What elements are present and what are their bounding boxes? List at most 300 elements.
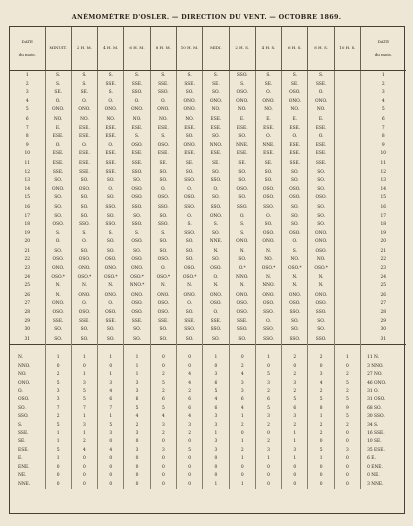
wind-direction-cell: O.: [203, 309, 229, 318]
wind-direction-cell: S.: [229, 221, 255, 230]
wind-direction-cell: E.: [282, 115, 308, 125]
wind-direction-cell: O.: [150, 98, 176, 107]
wind-direction-cell: OSO.: [150, 194, 176, 203]
hour-header: 10 H. M.: [176, 27, 202, 71]
direction-count: 0: [176, 345, 202, 363]
wind-direction-cell: SSO.: [176, 177, 202, 186]
table-row: [10, 169, 406, 178]
wind-direction-cell: S.: [124, 71, 150, 81]
wind-direction-cell: S.: [255, 71, 281, 81]
table-row: [10, 247, 406, 257]
direction-count: 0: [124, 464, 150, 472]
table-row: [10, 291, 406, 301]
day-number: 3: [361, 89, 406, 98]
direction-count: 2: [176, 430, 202, 438]
direction-count: 2: [334, 422, 360, 430]
wind-direction-cell: SO.: [229, 335, 255, 345]
direction-count: 0: [150, 455, 176, 463]
wind-direction-cell: OSO.: [229, 309, 255, 318]
wind-direction-cell: SO.: [308, 177, 334, 186]
wind-direction-cell: ONO.: [229, 291, 255, 301]
direction-label: N.: [10, 345, 45, 363]
wind-direction-cell: SSO.: [150, 221, 176, 230]
wind-direction-cell: [334, 282, 360, 291]
direction-count: 0: [203, 363, 229, 371]
wind-direction-cell: SO.: [308, 213, 334, 222]
direction-count: 0: [176, 464, 202, 472]
direction-count: 9: [334, 405, 360, 413]
direction-count: 0: [229, 430, 255, 438]
wind-direction-cell: SSE.: [308, 81, 334, 90]
wind-direction-cell: O.: [176, 186, 202, 195]
day-number: 30: [24, 327, 31, 333]
direction-count: 5: [45, 447, 71, 455]
direction-count: 0: [176, 363, 202, 371]
wind-direction-cell: SSE.: [45, 169, 71, 178]
wind-direction-cell: SO.: [308, 186, 334, 195]
hour-header: 4 H. S.: [255, 27, 281, 71]
wind-direction-cell: SSO.: [308, 335, 334, 345]
direction-count: 0: [45, 481, 71, 489]
wind-direction-cell: SSO.: [229, 326, 255, 335]
wind-direction-cell: [334, 177, 360, 186]
wind-direction-cell: OSO.: [282, 186, 308, 195]
wind-direction-cell: OSO.: [282, 194, 308, 203]
hour-header: 4 H. M.: [98, 27, 124, 71]
wind-direction-cell: SSE.: [124, 159, 150, 169]
wind-direction-cell: SSO.: [98, 203, 124, 213]
summary-row: [10, 405, 406, 413]
wind-direction-cell: SSE.: [98, 81, 124, 90]
wind-direction-cell: SO.: [176, 247, 202, 257]
wind-direction-cell: NNE.: [255, 142, 281, 151]
direction-count: 0: [282, 481, 308, 489]
direction-count: 2: [282, 388, 308, 396]
direction-count: 1: [308, 413, 334, 421]
wind-direction-cell: SO.: [229, 133, 255, 142]
direction-count: 1: [229, 413, 255, 421]
day-number: 1: [25, 73, 29, 78]
direction-count: 4: [124, 413, 150, 421]
summary-row: [10, 413, 406, 421]
wind-direction-cell: [334, 309, 360, 318]
wind-direction-cell: S.: [45, 230, 71, 239]
wind-direction-cell: ONO.: [150, 291, 176, 301]
direction-count: 0: [98, 438, 124, 446]
wind-direction-cell: SO.: [98, 194, 124, 203]
direction-total: 31 OSO.: [361, 396, 406, 404]
wind-direction-cell: SO.: [203, 194, 229, 203]
wind-direction-cell: OSO.: [71, 256, 97, 265]
day-number: 31: [361, 335, 406, 345]
table-row: [10, 89, 406, 98]
direction-count: 3: [124, 388, 150, 396]
wind-direction-cell: S.: [308, 71, 334, 81]
direction-total: 34 S.: [361, 422, 406, 430]
day-number: 6: [25, 116, 29, 122]
wind-direction-cell: OSO.*: [45, 274, 71, 283]
wind-direction-cell: S.: [282, 71, 308, 81]
direction-label: SSE.: [18, 431, 29, 437]
direction-total: 10 SE.: [361, 438, 406, 446]
wind-direction-cell: SO.: [45, 326, 71, 335]
direction-count: 3: [282, 413, 308, 421]
day-number: 4: [361, 98, 406, 107]
direction-count: 5: [150, 380, 176, 388]
direction-count: 0: [150, 438, 176, 446]
table-row: [10, 256, 406, 265]
wind-direction-cell: SO.: [176, 256, 202, 265]
wind-direction-cell: SSO.: [229, 203, 255, 213]
wind-direction-cell: ESE.: [282, 142, 308, 151]
wind-direction-cell: O.: [229, 213, 255, 222]
wind-direction-cell: SO.: [124, 326, 150, 335]
wind-direction-cell: O.: [71, 98, 97, 107]
table-row: [10, 98, 406, 107]
wind-direction-table: [10, 27, 406, 489]
direction-count: 0: [308, 464, 334, 472]
wind-direction-cell: S.: [176, 221, 202, 230]
wind-direction-cell: SO.: [308, 169, 334, 178]
wind-direction-cell: ONO.: [203, 213, 229, 222]
summary-row: [10, 396, 406, 404]
direction-count: 0: [71, 363, 97, 371]
direction-count: 0: [45, 363, 71, 371]
wind-direction-cell: ONO.: [282, 98, 308, 107]
table-header: [10, 27, 406, 71]
day-number: 8: [361, 133, 406, 142]
direction-count: 4: [98, 447, 124, 455]
wind-direction-cell: ESE.: [229, 125, 255, 134]
wind-direction-cell: SO.: [282, 203, 308, 213]
direction-count: 6: [176, 405, 202, 413]
wind-direction-cell: SO.: [308, 326, 334, 335]
day-number: 13: [361, 177, 406, 186]
wind-direction-cell: NNO.: [255, 282, 281, 291]
wind-direction-cell: E.: [308, 115, 334, 125]
direction-count: 6: [124, 396, 150, 404]
wind-direction-cell: NNE.: [203, 238, 229, 247]
wind-direction-cell: N.: [98, 282, 124, 291]
day-number: 14: [361, 186, 406, 195]
wind-direction-cell: SO.: [282, 213, 308, 222]
wind-direction-cell: [334, 335, 360, 345]
direction-count: 2: [308, 430, 334, 438]
summary-row: [10, 422, 406, 430]
wind-direction-cell: O.: [71, 238, 97, 247]
wind-direction-cell: SO.: [98, 247, 124, 257]
direction-count: 0: [98, 464, 124, 472]
wind-direction-cell: NO.: [282, 256, 308, 265]
wind-direction-cell: OSO.*: [255, 265, 281, 274]
direction-count: 0: [176, 472, 202, 480]
day-number: 5: [25, 107, 29, 113]
wind-direction-cell: O.: [255, 89, 281, 98]
direction-count: 2: [282, 422, 308, 430]
direction-count: 7: [98, 405, 124, 413]
wind-direction-cell: S.: [282, 247, 308, 257]
direction-total: 0 ENE.: [361, 464, 406, 472]
wind-direction-cell: OSO.: [150, 309, 176, 318]
wind-direction-cell: NO.: [255, 106, 281, 115]
direction-count: 0: [124, 481, 150, 489]
wind-direction-cell: O.: [45, 142, 71, 151]
direction-count: 1: [45, 345, 71, 363]
wind-direction-cell: SSO.: [282, 335, 308, 345]
wind-direction-cell: SO.: [203, 169, 229, 178]
direction-count: 0: [98, 363, 124, 371]
wind-direction-cell: [334, 213, 360, 222]
wind-direction-cell: [334, 203, 360, 213]
direction-count: 1: [203, 481, 229, 489]
direction-count: 0: [334, 438, 360, 446]
wind-direction-cell: S.: [124, 230, 150, 239]
wind-direction-cell: S.: [203, 221, 229, 230]
wind-direction-cell: OSO.: [124, 256, 150, 265]
direction-count: 1: [71, 371, 97, 379]
wind-direction-cell: O.: [176, 300, 202, 309]
wind-direction-cell: ONO.: [71, 291, 97, 301]
wind-direction-cell: ESE.: [229, 150, 255, 159]
direction-count: 3: [255, 447, 281, 455]
date-header-line2: du mois.: [18, 51, 36, 57]
wind-direction-cell: SO.: [98, 335, 124, 345]
wind-direction-cell: OSO.: [255, 194, 281, 203]
direction-count: 3: [334, 447, 360, 455]
wind-direction-cell: E.: [229, 115, 255, 125]
table-row: [10, 106, 406, 115]
direction-count: 0: [255, 363, 281, 371]
wind-direction-cell: ONO.: [308, 98, 334, 107]
wind-direction-cell: SO.: [229, 169, 255, 178]
wind-direction-cell: SE.: [282, 81, 308, 90]
direction-count: 0: [255, 430, 281, 438]
wind-direction-cell: ONO.: [176, 106, 202, 115]
wind-direction-cell: ESE.: [203, 150, 229, 159]
wind-direction-cell: OSO.: [282, 230, 308, 239]
wind-direction-cell: SSE.: [282, 159, 308, 169]
direction-total: 0 NE.: [361, 472, 406, 480]
wind-direction-cell: SSE.: [98, 169, 124, 178]
hour-header: 6 H. M.: [124, 27, 150, 71]
wind-direction-cell: ONO.: [98, 291, 124, 301]
direction-count: 2: [229, 447, 255, 455]
wind-direction-cell: OSO.: [282, 300, 308, 309]
wind-direction-cell: SO.: [308, 203, 334, 213]
wind-direction-cell: ESE.: [45, 150, 71, 159]
direction-count: 5: [334, 396, 360, 404]
wind-direction-cell: SO.: [308, 318, 334, 327]
wind-direction-cell: OSO.: [203, 265, 229, 274]
wind-direction-cell: ONO.: [282, 291, 308, 301]
direction-count: 5: [124, 405, 150, 413]
wind-direction-cell: S.: [229, 81, 255, 90]
wind-direction-cell: ESE.: [124, 125, 150, 134]
wind-direction-cell: SO.: [150, 335, 176, 345]
direction-count: 5: [71, 388, 97, 396]
wind-direction-cell: SSO.: [282, 309, 308, 318]
summary-row: [10, 371, 406, 379]
table-row: [10, 274, 406, 283]
wind-direction-cell: SO.: [176, 309, 202, 318]
wind-direction-cell: N.: [308, 274, 334, 283]
direction-count: 0: [98, 472, 124, 480]
wind-direction-cell: [334, 247, 360, 257]
wind-direction-cell: O.: [98, 186, 124, 195]
wind-direction-cell: NO.: [229, 106, 255, 115]
direction-count: 0: [71, 455, 97, 463]
direction-total: 11 N.: [361, 345, 406, 363]
wind-direction-cell: OSO.: [98, 309, 124, 318]
wind-direction-cell: SSO.: [203, 203, 229, 213]
hour-header: 2 H. M.: [71, 27, 97, 71]
direction-count: 2: [176, 388, 202, 396]
hour-header: 8 H. S.: [308, 27, 334, 71]
wind-direction-cell: ONO.: [203, 291, 229, 301]
wind-direction-cell: ESE.: [282, 150, 308, 159]
wind-direction-cell: ESE.: [98, 150, 124, 159]
wind-direction-cell: ONO.: [255, 98, 281, 107]
wind-direction-cell: N.: [203, 247, 229, 257]
table-row: [10, 213, 406, 222]
wind-direction-cell: SSO.: [150, 203, 176, 213]
day-number: 8: [25, 134, 29, 140]
wind-direction-cell: NO.: [255, 256, 281, 265]
direction-count: 2: [282, 371, 308, 379]
direction-count: 0: [255, 472, 281, 480]
day-number: 11: [361, 159, 406, 169]
wind-direction-cell: [334, 89, 360, 98]
wind-direction-cell: ONO.: [203, 98, 229, 107]
wind-direction-cell: SO.: [150, 177, 176, 186]
hour-header: 6 H. S.: [282, 27, 308, 71]
direction-count: 6: [203, 405, 229, 413]
wind-direction-cell: S.: [45, 71, 71, 81]
wind-direction-cell: OSO.: [71, 309, 97, 318]
direction-label: O.: [18, 389, 23, 395]
direction-count: 0: [308, 438, 334, 446]
wind-direction-cell: ESE.: [71, 150, 97, 159]
wind-direction-cell: SE.: [71, 89, 97, 98]
wind-direction-cell: SSE.: [229, 318, 255, 327]
summary-row: [10, 472, 406, 480]
day-number: 23: [361, 265, 406, 274]
wind-direction-cell: OSO.: [124, 186, 150, 195]
wind-direction-cell: [334, 115, 360, 125]
day-number: 22: [24, 257, 31, 263]
wind-direction-cell: SE.: [203, 159, 229, 169]
direction-label: SE.: [18, 439, 26, 445]
wind-direction-cell: SSO.: [124, 221, 150, 230]
direction-count: 3: [203, 413, 229, 421]
direction-count: 0: [45, 472, 71, 480]
wind-direction-cell: OSO.: [282, 89, 308, 98]
day-number: 19: [24, 230, 31, 236]
wind-direction-cell: N.: [282, 274, 308, 283]
day-number: 17: [361, 213, 406, 222]
wind-direction-cell: SO.: [282, 177, 308, 186]
direction-count: 6: [150, 396, 176, 404]
wind-direction-cell: SO.: [176, 335, 202, 345]
day-number: 7: [361, 125, 406, 134]
wind-direction-cell: NO.: [282, 106, 308, 115]
wind-direction-cell: SO.: [98, 177, 124, 186]
wind-direction-cell: OSO.*: [98, 274, 124, 283]
wind-direction-cell: O.: [203, 186, 229, 195]
day-number: 17: [24, 213, 31, 219]
direction-count: 2: [71, 438, 97, 446]
direction-count: 1: [255, 345, 281, 363]
direction-count: 1: [203, 345, 229, 363]
direction-total: 35 ESE.: [361, 447, 406, 455]
direction-count: 5: [334, 380, 360, 388]
direction-count: 5: [255, 371, 281, 379]
direction-count: 1: [334, 345, 360, 363]
direction-count: 0: [176, 481, 202, 489]
direction-count: 2: [229, 422, 255, 430]
table-row: [10, 186, 406, 195]
direction-count: 2: [282, 345, 308, 363]
day-number: 20: [361, 238, 406, 247]
direction-label: E.: [18, 456, 23, 462]
table-row: [10, 282, 406, 291]
direction-total: 16 SSE.: [361, 430, 406, 438]
direction-count: 3: [229, 388, 255, 396]
wind-direction-cell: SSO.: [124, 203, 150, 213]
wind-direction-cell: OSO.: [203, 300, 229, 309]
table-row: [10, 265, 406, 274]
wind-direction-cell: O.: [308, 89, 334, 98]
wind-direction-cell: OSO.: [229, 300, 255, 309]
direction-count: 0: [150, 345, 176, 363]
direction-count: 3: [203, 371, 229, 379]
direction-count: 1: [98, 413, 124, 421]
direction-count: 0: [45, 464, 71, 472]
table-row: [10, 326, 406, 335]
wind-direction-cell: N.: [229, 247, 255, 257]
wind-direction-cell: OSO.: [45, 256, 71, 265]
direction-count: 4: [176, 380, 202, 388]
summary-row: [10, 430, 406, 438]
wind-direction-cell: NNE.: [229, 142, 255, 151]
direction-count: 6: [98, 396, 124, 404]
wind-direction-cell: N.: [282, 282, 308, 291]
day-number: 2: [25, 81, 29, 87]
direction-count: 0: [176, 438, 202, 446]
direction-count: 0: [124, 472, 150, 480]
wind-direction-cell: [334, 125, 360, 134]
wind-direction-cell: SSE.: [71, 169, 97, 178]
direction-count: 3: [282, 380, 308, 388]
wind-direction-cell: SO.: [98, 326, 124, 335]
direction-count: 0: [150, 464, 176, 472]
wind-direction-cell: ONO.: [45, 186, 71, 195]
wind-direction-cell: O.: [98, 98, 124, 107]
wind-direction-cell: NO.: [176, 115, 202, 125]
wind-direction-cell: ESE.: [308, 150, 334, 159]
wind-direction-cell: ONO.: [45, 300, 71, 309]
direction-count: 6: [255, 396, 281, 404]
direction-count: 3: [150, 422, 176, 430]
wind-direction-cell: SSO.: [176, 203, 202, 213]
direction-count: 0: [203, 464, 229, 472]
table-row: [10, 300, 406, 309]
wind-direction-cell: ESE.: [98, 133, 124, 142]
direction-label: NO.: [18, 372, 27, 378]
direction-count: 3: [71, 422, 97, 430]
day-number: 18: [24, 222, 31, 228]
direction-label: ENE.: [18, 464, 30, 470]
